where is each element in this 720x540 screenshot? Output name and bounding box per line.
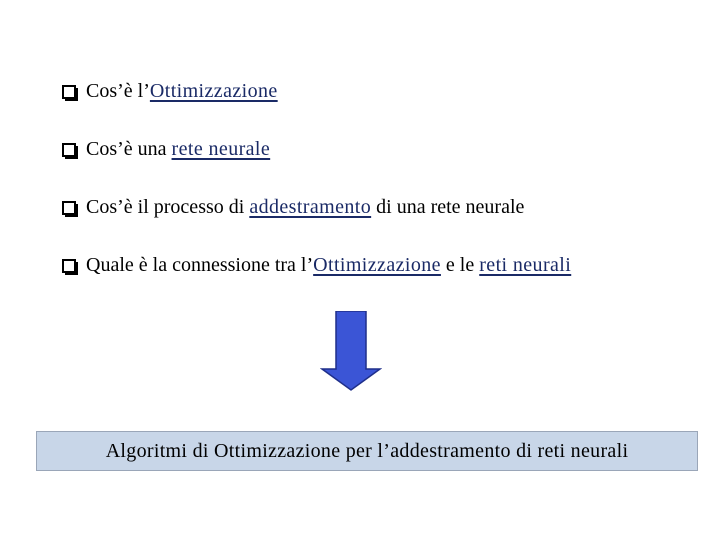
bullet-prefix: Cos’è il processo di	[86, 195, 250, 218]
checkbox-bullet-icon	[62, 85, 76, 99]
bullet-text-1	[86, 80, 278, 103]
bullet-item-3	[62, 178, 571, 236]
conclusion-text: Algoritmi di Ottimizzazione per l’addestramento di reti neurali	[105, 439, 629, 462]
keyword-addestramento: addestramento	[249, 195, 372, 218]
bullet-item-4	[62, 236, 571, 294]
checkbox-bullet-icon	[62, 259, 76, 273]
keyword-ottimizzazione: Ottimizzazione	[313, 253, 441, 276]
bullet-prefix: Cos’è una	[86, 137, 172, 160]
conclusion-box	[36, 431, 698, 471]
keyword-reti-neurali: reti neurali	[479, 253, 572, 276]
bullet-item-2	[62, 120, 571, 178]
bullet-text-4	[86, 254, 571, 277]
bullet-middle: e le	[440, 253, 480, 276]
bullet-prefix: Cos’è l’	[86, 79, 150, 102]
keyword-rete-neurale: rete neurale	[171, 137, 271, 160]
bullet-suffix: di una rete neurale	[371, 195, 525, 218]
question-list	[62, 62, 571, 294]
bullet-item-1	[62, 62, 571, 120]
bullet-prefix: Quale è la connessione tra l’	[86, 253, 314, 276]
keyword-ottimizzazione: Ottimizzazione	[149, 79, 278, 102]
down-arrow-icon	[320, 311, 382, 391]
checkbox-bullet-icon	[62, 201, 76, 215]
bullet-text-3	[86, 196, 524, 219]
checkbox-bullet-icon	[62, 143, 76, 157]
bullet-text-2	[86, 138, 270, 161]
down-arrow-shape	[322, 311, 380, 390]
